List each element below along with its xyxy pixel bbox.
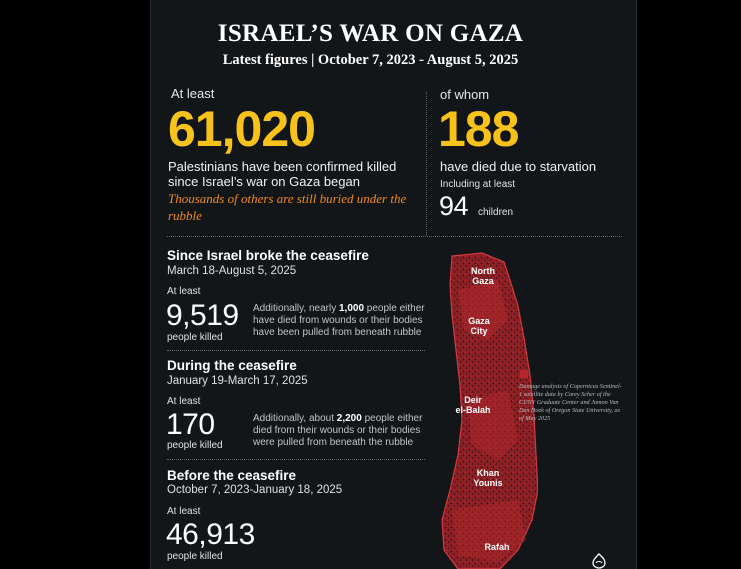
map-label-gaza-city: Gaza City <box>468 316 490 336</box>
section-note: Additionally, about 2,200 people either died from their wounds or their bodies were pulled from beneath the rubble <box>253 413 423 448</box>
killed-label: people killed <box>167 440 223 451</box>
horizontal-divider <box>167 459 425 460</box>
starvation-number: 188 <box>438 101 519 157</box>
map-label-khan-younis: Khan Younis <box>473 468 503 488</box>
horizontal-divider <box>167 350 425 351</box>
section-dates: October 7, 2023-January 18, 2025 <box>167 484 343 496</box>
vertical-divider <box>426 92 427 235</box>
total-killed-description: Palestinians have been confirmed killed since Israel’s war on Gaza began <box>168 159 397 189</box>
al-jazeera-logo-icon <box>590 553 608 569</box>
damage-legend-swatch <box>520 370 528 378</box>
children-number: 94 <box>439 191 469 221</box>
section-note: Additionally, nearly 1,000 people either have died from wounds or their bodies have been pulled from beneath rubble <box>253 303 425 338</box>
of-whom-label: of whom <box>440 87 490 102</box>
map-label-north-gaza: North Gaza <box>471 266 495 286</box>
children-label: children <box>478 207 514 218</box>
section-heading: During the ceasefire <box>167 358 297 373</box>
at-least-label: At least <box>167 286 201 297</box>
section-heading: Since Israel broke the ceasefire <box>167 248 369 263</box>
including-label: Including at least <box>440 179 516 190</box>
starvation-description: have died due to starvation <box>440 159 597 174</box>
total-killed-number: 61,020 <box>168 101 315 157</box>
killed-label: people killed <box>167 551 223 562</box>
map-label-rafah: Rafah <box>484 542 510 552</box>
killed-number: 9,519 <box>166 299 239 332</box>
horizontal-divider <box>167 236 622 237</box>
rubble-note: Thousands of others are still buried under the rubble <box>168 191 407 223</box>
killed-number: 170 <box>166 408 215 441</box>
at-least-label: At least <box>167 396 201 407</box>
section-dates: March 18-August 5, 2025 <box>167 265 297 277</box>
killed-number: 46,913 <box>166 518 255 551</box>
at-least-label: At least <box>167 506 201 517</box>
map-label-deir-el-balah: Deir el-Balah <box>455 395 491 415</box>
section-heading: Before the ceasefire <box>167 468 297 483</box>
section-dates: January 19-March 17, 2025 <box>167 375 308 387</box>
at-least-label: At least <box>171 86 215 101</box>
page-title: ISRAEL’S WAR ON GAZA <box>217 20 524 47</box>
map-caption: Damage analysis of Copernicus Sentinel-1 satellite data by Corey Scher of the CUNY Graduate Center and Jamon Van Den Hoek of Oregon State University, as of May 2025 <box>519 383 622 422</box>
page-subtitle: Latest figures | October 7, 2023 - August 5, 2025 <box>222 52 519 68</box>
killed-label: people killed <box>167 332 223 343</box>
